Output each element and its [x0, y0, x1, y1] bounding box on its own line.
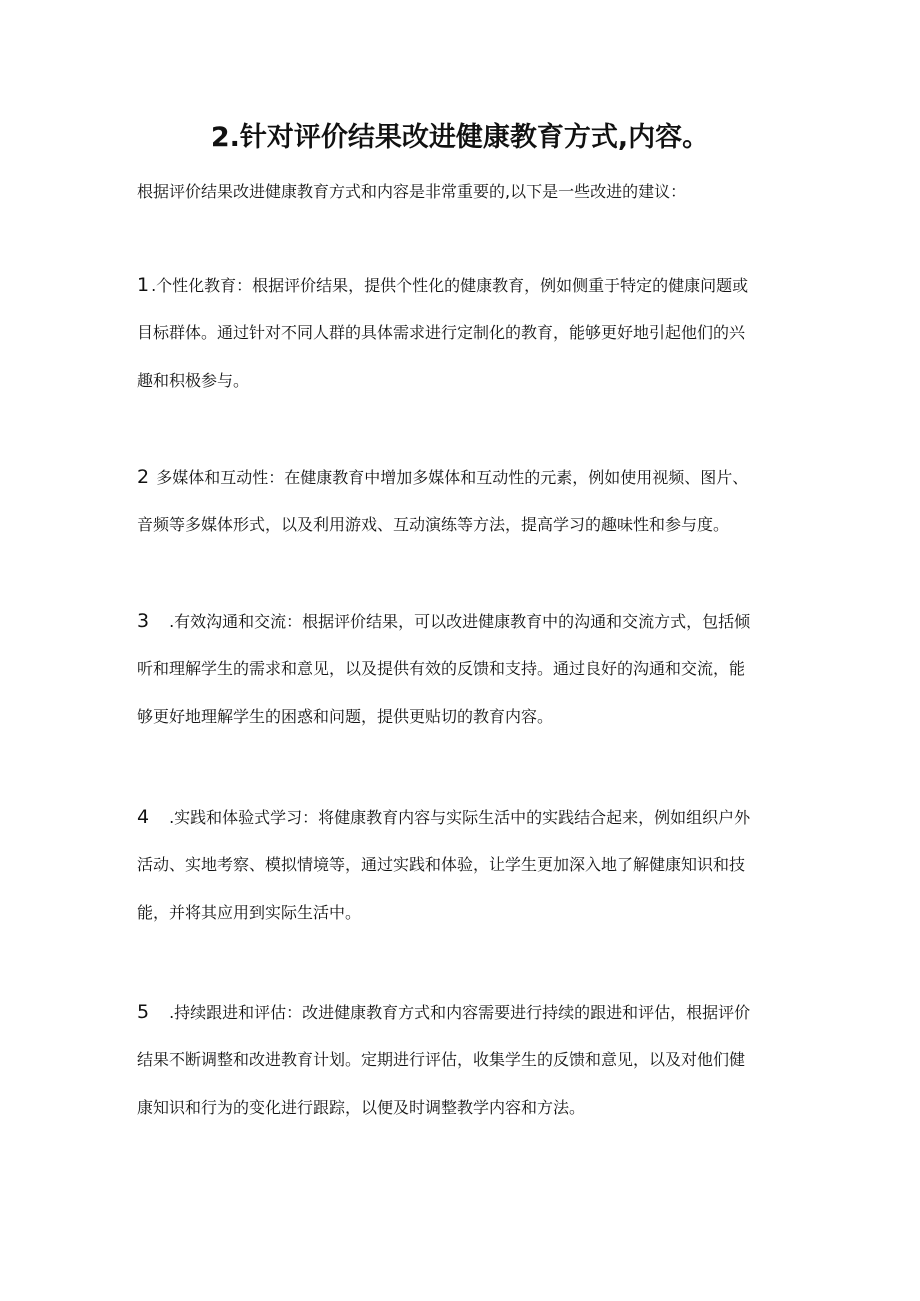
- item-line: 能，并将其应用到实际生活中。: [137, 903, 362, 922]
- item-number: 4: [137, 806, 150, 828]
- item-number: 2: [137, 466, 150, 488]
- item-line: 够更好地理解学生的困惑和问题，提供更贴切的教育内容。: [137, 707, 554, 726]
- item-line: 活动、实地考察、模拟情境等，通过实践和体验，让学生更加深入地了解健康知识和技: [137, 855, 746, 874]
- item-text: .有效沟通和交流：根据评价结果，可以改进健康教育中的沟通和交流方式，包括倾: [169, 612, 751, 631]
- document-title: 2.针对评价结果改进健康教育方式,内容。: [210, 122, 710, 153]
- item-line: [137, 597, 797, 645]
- item-line: 康知识和行为的变化进行跟踪，以便及时调整教学内容和方法。: [137, 1098, 586, 1117]
- item-line: 目标群体。通过针对不同人群的具体需求进行定制化的教育，能够更好地引起他们的兴: [137, 323, 746, 342]
- item-text: .持续跟进和评估：改进健康教育方式和内容需要进行持续的跟进和评估，根据评价: [169, 1003, 751, 1022]
- item-text: 多媒体和互动性：在健康教育中增加多媒体和互动性的元素，例如使用视频、图片、: [156, 468, 749, 487]
- item-line: [137, 261, 797, 309]
- item-line: [137, 988, 797, 1036]
- suggestion-item: [137, 597, 797, 741]
- item-number: 1: [137, 274, 150, 296]
- item-line: 结果不断调整和改进教育计划。定期进行评估，收集学生的反馈和意见，以及对他们健: [137, 1050, 746, 1069]
- item-line: [137, 453, 797, 501]
- item-number: 3: [137, 610, 150, 632]
- item-text: .实践和体验式学习：将健康教育内容与实际生活中的实践结合起来，例如组织户外: [169, 808, 751, 827]
- item-line: 听和理解学生的需求和意见，以及提供有效的反馈和支持。通过良好的沟通和交流，能: [137, 659, 746, 678]
- intro-paragraph: 根据评价结果改进健康教育方式和内容是非常重要的,以下是一些改进的建议：: [137, 182, 687, 201]
- item-text: .个性化教育：根据评价结果，提供个性化的健康教育，例如侧重于特定的健康问题或: [151, 276, 749, 295]
- item-line: [137, 793, 797, 841]
- suggestion-item: [137, 793, 797, 937]
- suggestion-item: [137, 261, 797, 405]
- suggestion-item: [137, 453, 797, 549]
- item-number: 5: [137, 1001, 150, 1023]
- item-line: 音频等多媒体形式，以及利用游戏、互动演练等方法，提高学习的趣味性和参与度。: [137, 515, 730, 534]
- suggestion-item: [137, 988, 797, 1132]
- item-line: 趣和积极参与。: [137, 371, 250, 390]
